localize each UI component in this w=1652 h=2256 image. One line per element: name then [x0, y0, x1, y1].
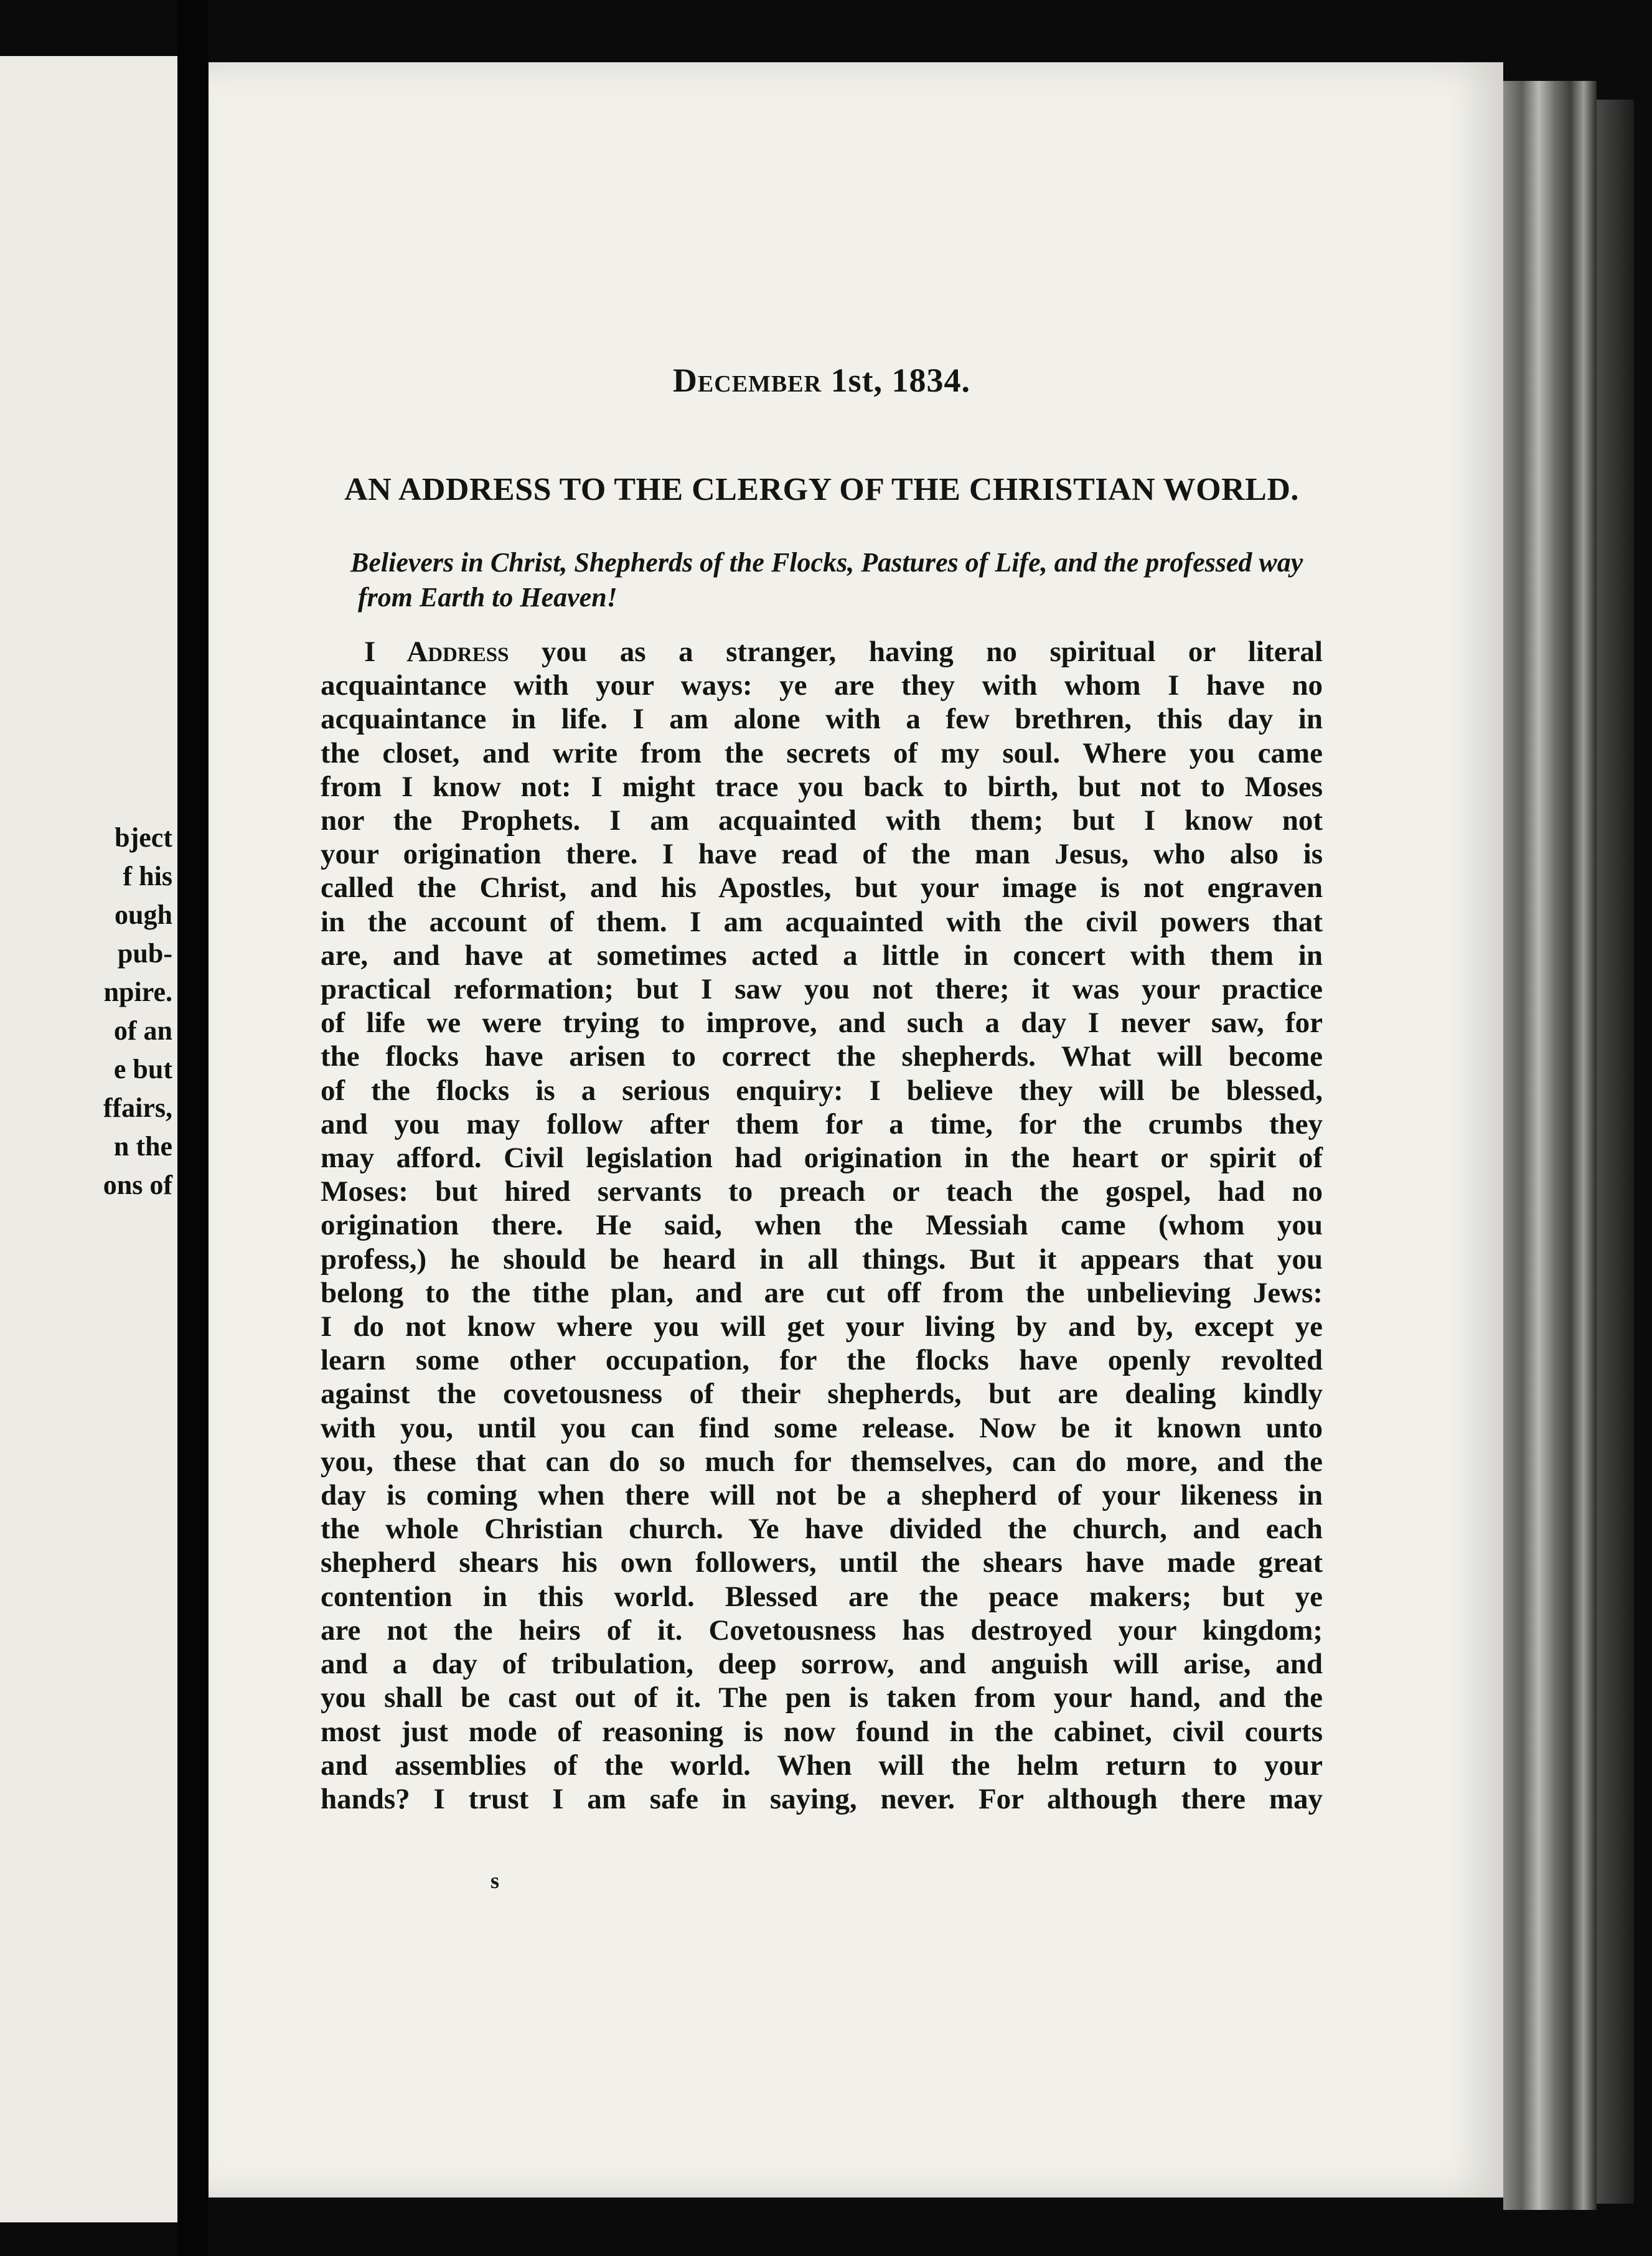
- book-gutter: [177, 0, 209, 2256]
- body-line: belong to the tithe plan, and are cut off from the unbelieving Jews:: [321, 1276, 1323, 1309]
- left-page-fragment-line: n the: [113, 1131, 172, 1162]
- body-line: are not the heirs of it. Covetousness has destroyed your kingdom;: [321, 1614, 1323, 1647]
- left-page-fragment-line: ough: [115, 900, 172, 930]
- body-line: Moses: but hired servants to preach or teach the gospel, had no: [321, 1175, 1323, 1208]
- date-heading-day-year: 1st, 1834.: [830, 362, 971, 399]
- body-line: may afford. Civil legislation had origination in the heart or spirit of: [321, 1142, 1323, 1175]
- body-text: [321, 635, 1323, 1816]
- body-line: from I know not: I might trace you back to birth, but not to Moses: [321, 770, 1323, 803]
- page-content: [321, 361, 1323, 1816]
- body-line: called the Christ, and his Apostles, but your image is not engraven: [321, 872, 1323, 905]
- body-line-text: you as a stranger, having no spiritual or literal: [542, 636, 1323, 668]
- body-line: I do not know where you will get your living by and by, except ye: [321, 1310, 1323, 1343]
- left-page-fragment-line: ffairs,: [103, 1093, 172, 1123]
- body-line: in the account of them. I am acquainted with the civil powers that: [321, 905, 1323, 938]
- book-cover-edge: [1597, 100, 1634, 2204]
- date-heading: [321, 361, 1323, 400]
- left-page-fragment-line: bject: [115, 822, 172, 853]
- body-line: nor the Prophets. I am acquainted with them; but I know not: [321, 804, 1323, 837]
- body-line: and you may follow after them for a time, for the crumbs they: [321, 1107, 1323, 1140]
- body-line: your origination there. I have read of the man Jesus, who also is: [321, 838, 1323, 871]
- body-line: you shall be cast out of it. The pen is taken from your hand, and the: [321, 1681, 1323, 1714]
- opening-word: I Address: [364, 636, 542, 668]
- left-page-fragment-line: of an: [113, 1015, 172, 1046]
- body-line: you, these that can do so much for themselves, can do more, and the: [321, 1445, 1323, 1478]
- body-line: are, and have at sometimes acted a little in concert with them in: [321, 939, 1323, 972]
- body-line: with you, until you can find some release. Now be it known unto: [321, 1411, 1323, 1444]
- body-line: acquaintance in life. I am alone with a few brethren, this day in: [321, 703, 1323, 736]
- body-line: learn some other occupation, for the flocks have openly revolted: [321, 1344, 1323, 1377]
- left-page-fragment-line: f his: [123, 861, 172, 891]
- salutation: Believers in Christ, Shepherds of the Flocks, Pastures of Life, and the professed way from Earth to Heaven!: [350, 547, 1303, 613]
- body-line: against the covetousness of their shepherds, but are dealing kindly: [321, 1378, 1323, 1411]
- left-facing-page: [0, 56, 177, 2222]
- left-page-fragment-line: pub-: [117, 938, 172, 969]
- left-page-fragment-line: e but: [113, 1054, 172, 1084]
- body-line: contention in this world. Blessed are the peace makers; but ye: [321, 1580, 1323, 1613]
- body-line: [321, 635, 1323, 669]
- body-line: most just mode of reasoning is now found in the cabinet, civil courts: [321, 1715, 1323, 1748]
- body-line: profess,) he should be heard in all things. But it appears that you: [321, 1243, 1323, 1276]
- body-line: the closet, and write from the secrets of my soul. Where you came: [321, 736, 1323, 769]
- body-line: acquaintance with your ways: ye are they with whom I have no: [321, 669, 1323, 702]
- body-line: practical reformation; but I saw you not there; it was your practice: [321, 973, 1323, 1006]
- body-line: and assemblies of the world. When will the helm return to your: [321, 1749, 1323, 1782]
- body-line: of the flocks is a serious enquiry: I believe they will be blessed,: [321, 1074, 1323, 1107]
- body-line: the whole Christian church. Ye have divided the church, and each: [321, 1513, 1323, 1546]
- left-page-fragment-line: ons of: [103, 1170, 172, 1200]
- body-line: day is coming when there will not be a shepherd of your likeness in: [321, 1479, 1323, 1512]
- body-line: of life we were trying to improve, and such a day I never saw, for: [321, 1007, 1323, 1040]
- body-line: the flocks have arisen to correct the shepherds. What will become: [321, 1040, 1323, 1073]
- body-line: and a day of tribulation, deep sorrow, and anguish will arise, and: [321, 1648, 1323, 1681]
- left-page-fragment-line: npire.: [103, 977, 172, 1007]
- date-heading-month: December: [672, 362, 822, 399]
- body-line: origination there. He said, when the Messiah came (whom you: [321, 1209, 1323, 1242]
- body-line: hands? I trust I am safe in saying, never. For although there may: [321, 1782, 1323, 1815]
- page-edges: [1503, 81, 1597, 2210]
- signature-mark: s: [490, 1868, 500, 1893]
- body-line: shepherd shears his own followers, until the shears have made great: [321, 1546, 1323, 1579]
- address-title: AN ADDRESS TO THE CLERGY OF THE CHRISTIAN WORLD.: [344, 472, 1299, 507]
